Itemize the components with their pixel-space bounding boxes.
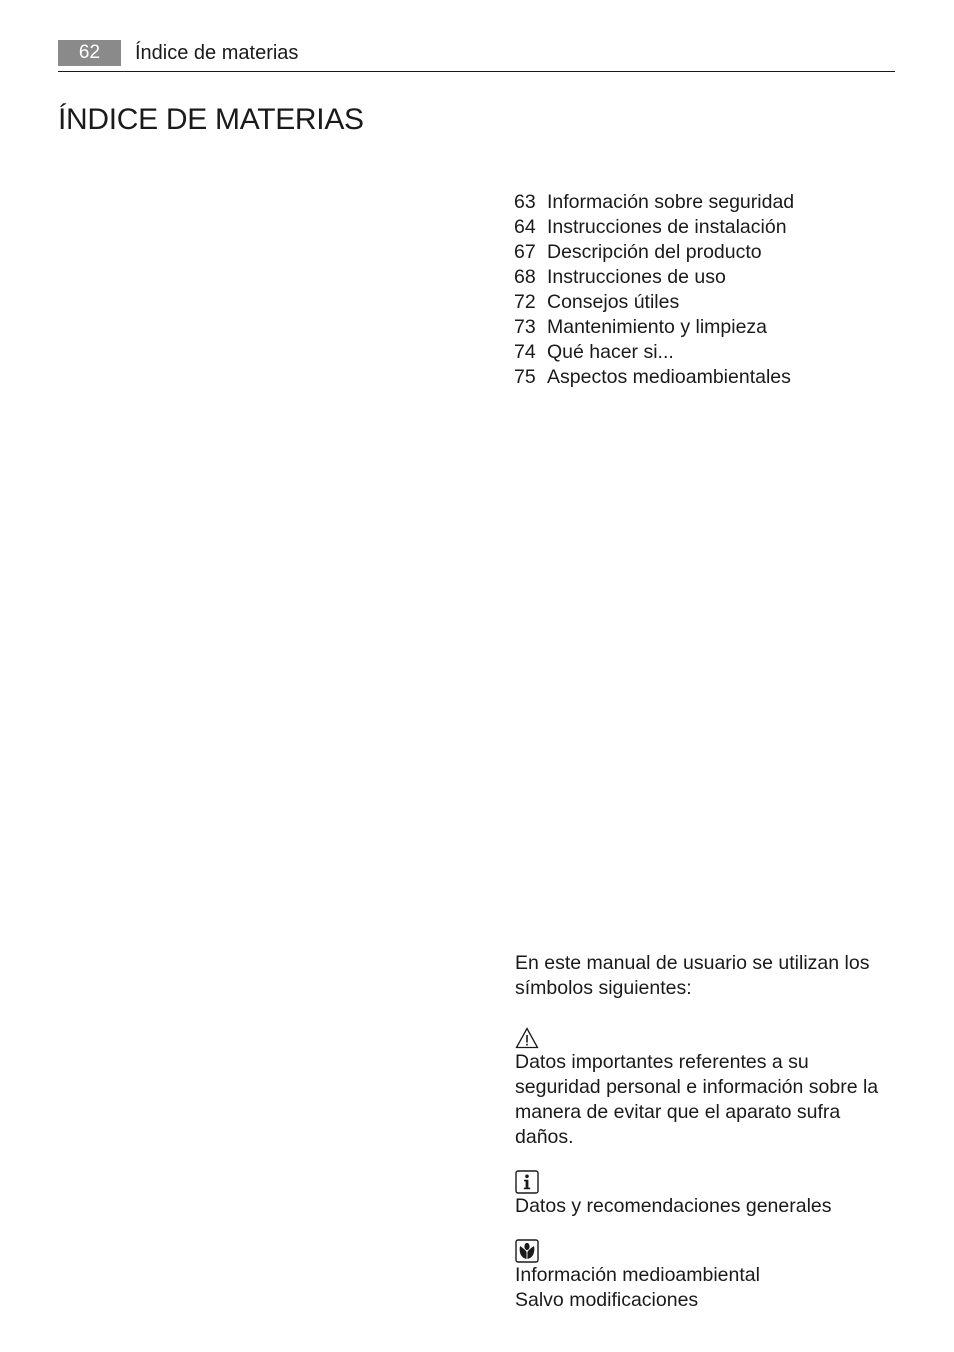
toc-page-number: 68 — [514, 266, 536, 288]
toc-item-product-description[interactable] — [514, 240, 794, 265]
toc-label: Aspectos medioambientales — [547, 366, 791, 388]
page-header — [58, 40, 895, 72]
toc-page-number: 75 — [514, 366, 536, 388]
toc-label: Información sobre seguridad — [547, 191, 795, 213]
symbols-legend — [515, 951, 895, 1313]
toc-item-care-cleaning[interactable] — [514, 315, 794, 340]
warning-description: Datos importantes referentes a su seguridad personal e información sobre la manera de evitar que el aparato sufra daños. — [515, 1051, 879, 1148]
toc-item-safety[interactable] — [514, 190, 794, 215]
environment-icon — [515, 1239, 539, 1263]
toc-page-number: 74 — [514, 341, 536, 363]
toc-item-operating-instructions[interactable] — [514, 265, 794, 290]
environment-description: Información medioambiental — [515, 1264, 760, 1286]
toc-item-environment[interactable] — [514, 365, 794, 390]
toc-item-useful-tips[interactable] — [514, 290, 794, 315]
toc-label: Instrucciones de instalación — [547, 216, 787, 238]
toc-label: Consejos útiles — [547, 291, 680, 313]
table-of-contents — [514, 190, 794, 390]
toc-page-number: 73 — [514, 316, 536, 338]
toc-item-installation[interactable] — [514, 215, 794, 240]
toc-label: Instrucciones de uso — [547, 266, 726, 288]
toc-label: Descripción del producto — [547, 241, 762, 263]
closing-note: Salvo modificaciones — [515, 1289, 699, 1311]
page-title: ÍNDICE DE MATERIAS — [58, 103, 364, 136]
running-title: Índice de materias — [135, 42, 299, 64]
info-description: Datos y recomendaciones generales — [515, 1195, 832, 1217]
warning-triangle-icon — [515, 1026, 539, 1050]
toc-page-number: 72 — [514, 291, 536, 313]
toc-label: Mantenimiento y limpieza — [547, 316, 768, 338]
toc-label: Qué hacer si... — [547, 341, 674, 363]
toc-page-number: 67 — [514, 241, 536, 263]
symbols-intro: En este manual de usuario se utilizan los símbolos siguientes: — [515, 952, 870, 999]
toc-page-number: 63 — [514, 191, 536, 213]
toc-item-troubleshooting[interactable] — [514, 340, 794, 365]
page-number: 62 — [58, 40, 121, 66]
info-icon — [515, 1170, 539, 1194]
toc-page-number: 64 — [514, 216, 536, 238]
